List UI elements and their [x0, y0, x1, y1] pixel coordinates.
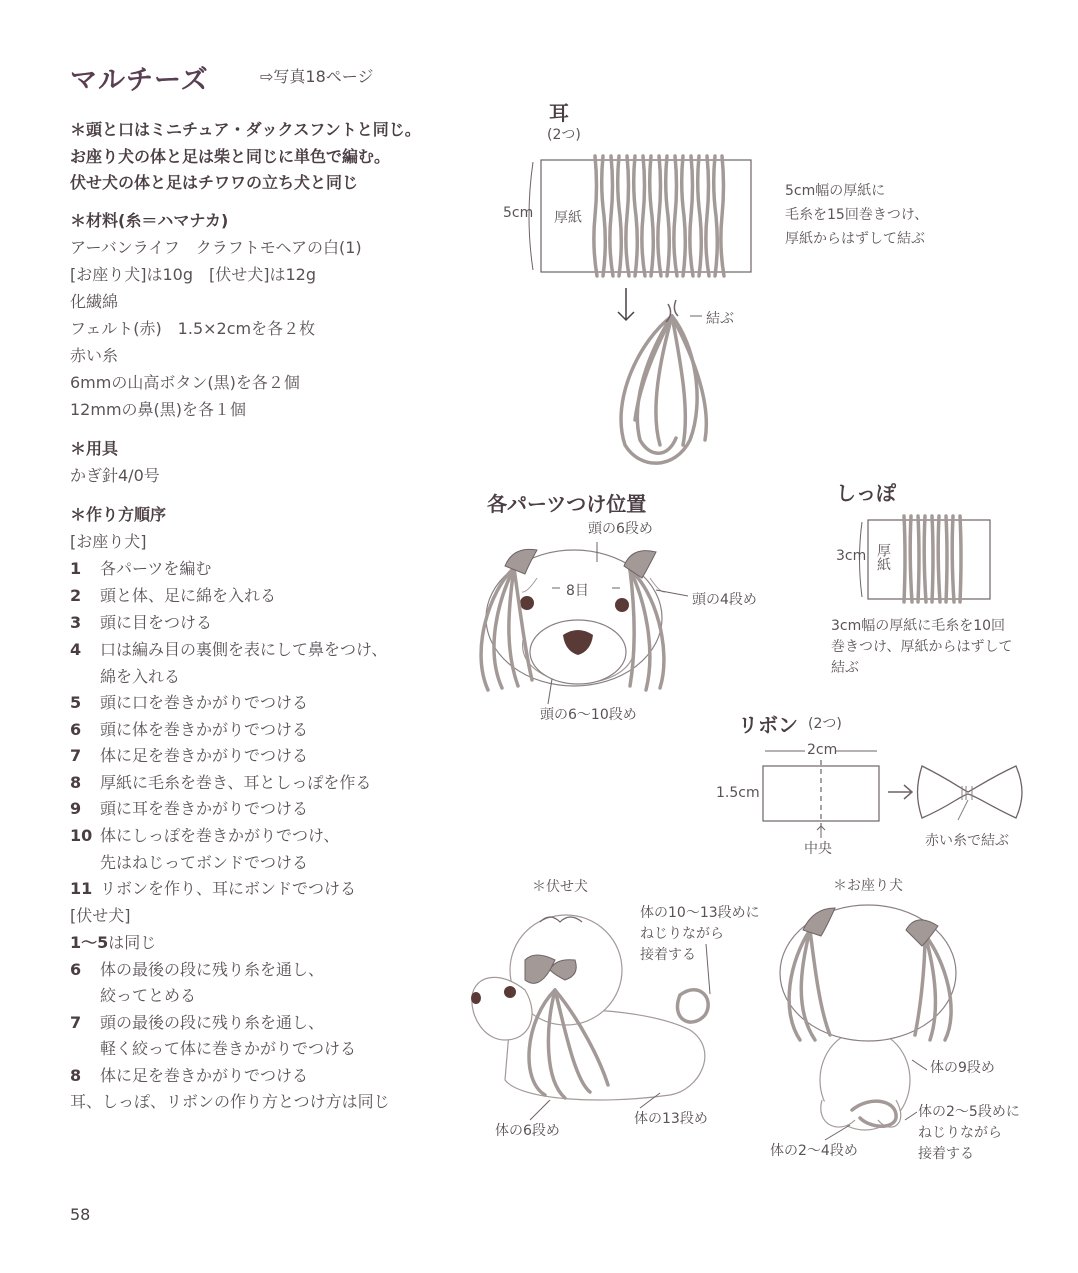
step-number: 6: [70, 960, 82, 979]
parts-head-diagram: [481, 542, 688, 704]
step-text-cont: 綿を入れる: [100, 667, 181, 686]
tools-heading: ＊用具: [70, 439, 119, 458]
step-text: 頭の最後の段に残り糸を通し、: [100, 1013, 325, 1032]
parts-label-bottom: 頭の6～10段め: [540, 707, 637, 723]
sitting-label: [お座り犬]: [70, 532, 147, 551]
step-number: 5: [70, 693, 82, 712]
step-number: 9: [70, 799, 82, 818]
step-text: 体に足を巻きかがりでつける: [100, 1066, 309, 1085]
note-line: ＊頭と口はミニチュア・ダックスフントと同じ。: [70, 120, 421, 139]
material-item: [お座り犬]は10g [伏せ犬]は12g: [70, 265, 317, 284]
ear-card-diagram: [529, 156, 751, 320]
material-item: 12mmの鼻(黒)を各１個: [70, 400, 247, 419]
step-text-cont: 絞ってとめる: [100, 986, 197, 1005]
ear-card-label: 厚紙: [554, 210, 582, 226]
ear-heading: 耳: [549, 101, 569, 125]
ribbon-diagram: [763, 751, 1022, 838]
tail-instruction: 巻きつけ、厚紙からはずして: [831, 639, 1013, 655]
lying-body6-label: 体の6段め: [495, 1123, 560, 1139]
step-number: 2: [70, 586, 82, 605]
material-item: アーバンライフ クラフトモヘアの白(1): [70, 238, 362, 257]
parts-heading: 各パーツつけ位置: [487, 492, 647, 516]
lying-dog-heading: ＊伏せ犬: [532, 879, 588, 895]
final-note: 耳、しっぽ、リボンの作り方とつけ方は同じ: [70, 1092, 390, 1111]
step-text: 体の最後の段に残り糸を通し、: [100, 960, 325, 979]
sitting-tail-label: ねじりながら: [918, 1125, 1002, 1141]
step-number: 8: [70, 1066, 82, 1085]
ear-instruction: 厚紙からはずして結ぶ: [785, 231, 925, 247]
sitting-dog-heading: ＊お座り犬: [833, 878, 903, 894]
ear-count: (2つ): [547, 127, 581, 143]
step-number: 7: [70, 746, 82, 765]
step-text: 口は編み目の裏側を表にして鼻をつけ、: [100, 640, 388, 659]
sitting-tail-label: 体の2～5段めに: [918, 1104, 1020, 1120]
ear-tassel: [621, 316, 706, 463]
ribbon-count: (2つ): [808, 716, 842, 732]
tail-card-label: 厚紙: [875, 543, 891, 571]
step-text: 頭に口を巻きかがりでつける: [100, 693, 309, 712]
ribbon-width: 2cm: [807, 742, 838, 758]
lying-tail-label: 体の10～13段めに: [640, 905, 760, 921]
lying-body13-label: 体の13段め: [634, 1111, 708, 1127]
step-number: 4: [70, 640, 82, 659]
ribbon-heading: リボン: [738, 713, 798, 737]
ribbon-center: 中央: [804, 841, 832, 857]
lying-label: [伏せ犬]: [70, 906, 131, 925]
parts-label-side: 頭の4段め: [692, 592, 757, 608]
lying-tail-label: 接着する: [640, 947, 696, 963]
note-line: お座り犬の体と足は柴と同じに単色で編む。: [70, 147, 391, 166]
step-text: は同じ: [108, 933, 157, 952]
step-number: 10: [70, 826, 93, 845]
sitting-body9-label: 体の9段め: [930, 1060, 995, 1076]
material-item: フェルト(赤) 1.5×2cmを各２枚: [70, 319, 316, 338]
tail-size-label: 3cm: [836, 548, 867, 564]
sitting-tail-label: 接着する: [918, 1146, 974, 1162]
page-title: マルチーズ: [70, 65, 209, 96]
parts-label-top: 頭の6段め: [588, 521, 653, 537]
step-text: 厚紙に毛糸を巻き、耳としっぽを作る: [100, 773, 372, 792]
photo-reference: ⇨写真18ページ: [260, 67, 374, 86]
note-line: 伏せ犬の体と足はチワワの立ち犬と同じ: [70, 173, 359, 192]
step-text: 体に足を巻きかがりでつける: [100, 746, 309, 765]
step-text: 各パーツを編む: [100, 559, 212, 578]
step-text: 体にしっぽを巻きかがりでつけ、: [100, 826, 340, 845]
tail-heading: しっぽ: [836, 481, 896, 505]
step-number: 1: [70, 559, 82, 578]
sitting-body24-label: 体の2～4段め: [770, 1143, 858, 1159]
material-item: 赤い糸: [70, 346, 119, 365]
tie-label: 結ぶ: [706, 311, 734, 327]
step-text: リボンを作り、耳にボンドでつける: [100, 879, 357, 898]
step-text: 頭に体を巻きかがりでつける: [100, 720, 309, 739]
step-number: 8: [70, 773, 82, 792]
ribbon-height: 1.5cm: [716, 785, 760, 801]
step-number: 3: [70, 613, 82, 632]
step-text-cont: 先はねじってボンドでつける: [100, 853, 309, 872]
material-item: 6mmの山高ボタン(黒)を各２個: [70, 373, 300, 392]
ear-instruction: 毛糸を15回巻きつけ、: [785, 207, 929, 223]
parts-label-eyes: 8目: [566, 583, 589, 599]
lying-tail-label: ねじりながら: [640, 926, 724, 942]
tool-item: かぎ針4/0号: [70, 466, 160, 485]
procedure-heading: ＊作り方順序: [70, 505, 167, 524]
material-item: 化繊綿: [70, 292, 119, 311]
step-text: 頭と体、足に綿を入れる: [100, 586, 277, 605]
tail-instruction: 3cm幅の厚紙に毛糸を10回: [831, 618, 1006, 634]
ear-size-label: 5cm: [503, 205, 534, 221]
ribbon-tie: 赤い糸で結ぶ: [925, 833, 1009, 849]
page-number: 58: [70, 1205, 91, 1224]
materials-heading: ＊材料(糸＝ハマナカ): [70, 211, 229, 230]
tail-instruction: 結ぶ: [831, 660, 859, 676]
step-number: 1～5: [70, 933, 109, 952]
step-text-cont: 軽く絞って体に巻きかがりでつける: [100, 1039, 357, 1058]
step-text: 頭に耳を巻きかがりでつける: [100, 799, 309, 818]
ear-instruction: 5cm幅の厚紙に: [785, 183, 886, 199]
step-number: 7: [70, 1013, 82, 1032]
step-number: 11: [70, 879, 93, 898]
step-text: 頭に目をつける: [100, 613, 213, 632]
step-number: 6: [70, 720, 82, 739]
